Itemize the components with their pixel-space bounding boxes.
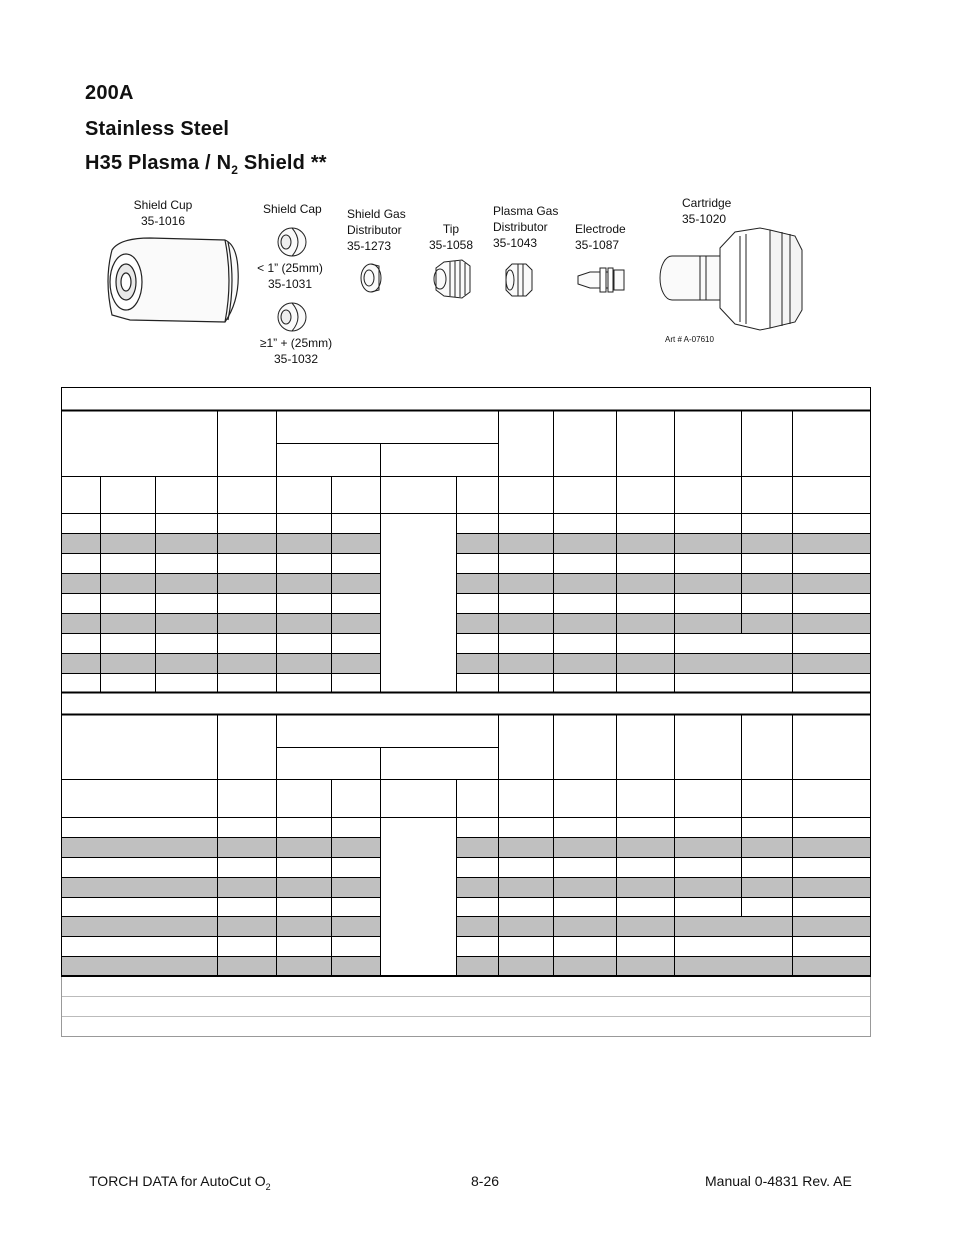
plasma-gas-distributor-name-2: Distributor [493, 220, 548, 234]
plasma-gas-distributor-part-number: 35-1043 [493, 236, 538, 250]
tip-part-number: 35-1058 [428, 238, 474, 252]
shield-cup-part-number: 35-1016 [140, 214, 186, 228]
shield-gas-distributor-image [361, 264, 381, 292]
shield-cup-image [108, 238, 238, 322]
shield-gas-distributor-name-2: Distributor [347, 223, 402, 237]
heading-gases-text: H35 Plasma / N [85, 152, 232, 174]
notes-rows [62, 997, 870, 1017]
cartridge-image [660, 228, 802, 330]
cartridge-part-number: 35-1020 [682, 212, 727, 226]
shield-cap-name: Shield Cap [263, 202, 322, 216]
footer-left-text: TORCH DATA for AutoCut O [89, 1173, 266, 1189]
plasma-gas-distributor-name-1: Plasma Gas [493, 204, 559, 218]
heading-material: Stainless Steel [85, 118, 230, 140]
electrode-part-number: 35-1087 [575, 238, 620, 252]
shield-gas-distributor-part-number: 35-1273 [347, 239, 392, 253]
footer-left [89, 1173, 271, 1192]
shield-cap-large-range: ≥1” + (25mm) [259, 336, 333, 350]
shield-cap-large-part-number: 35-1032 [273, 352, 319, 366]
heading-gases-tail: Shield ** [238, 152, 327, 174]
shield-cap-small-part-number: 35-1031 [267, 277, 313, 291]
art-number: Art # A-07610 [665, 335, 714, 344]
heading-gases-subscript: 2 [231, 163, 239, 177]
heading-amperage: 200A [85, 82, 134, 104]
shield-cap-large-image [278, 303, 306, 331]
page-number: 8-26 [471, 1173, 500, 1189]
plasma-gas-distributor-image [506, 264, 532, 296]
shield-gas-distributor-name-1: Shield Gas [347, 207, 406, 221]
shield-cap-small-image [278, 228, 306, 256]
cartridge-name: Cartridge [682, 196, 732, 210]
footer-left-subscript: 2 [265, 1181, 271, 1192]
cut-chart-table [62, 388, 871, 1037]
manual-revision: Manual 0-4831 Rev. AE [705, 1173, 852, 1189]
shield-cap-small-range: < 1” (25mm) [257, 261, 323, 275]
tip-name: Tip [442, 222, 460, 236]
electrode-name: Electrode [575, 222, 626, 236]
shield-cup-name: Shield Cup [133, 198, 193, 212]
electrode-image [578, 268, 624, 292]
table-grid [62, 388, 871, 1037]
tip-image [434, 260, 470, 298]
